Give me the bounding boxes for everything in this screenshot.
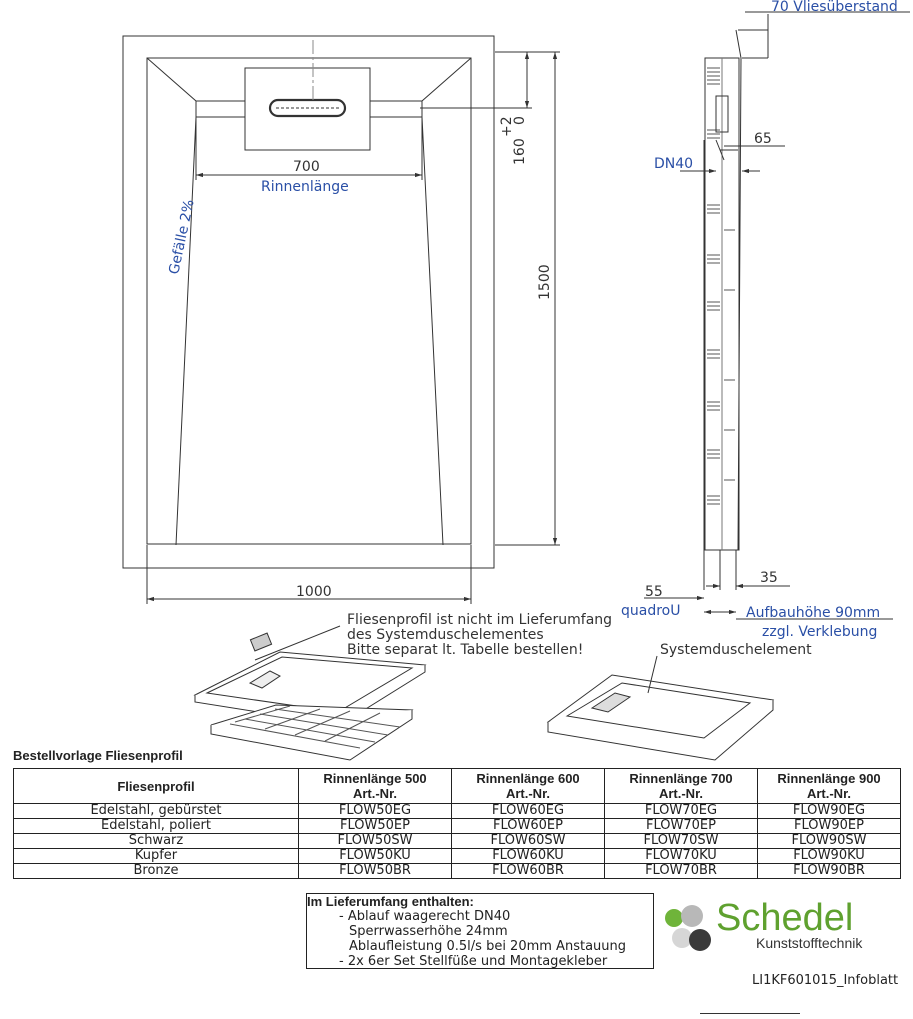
logo-sub: Kunststofftechnik [756,935,863,951]
art-nr: FLOW70KU [605,849,758,864]
art-nr: FLOW90KU [758,849,901,864]
col-900-l1: Rinnenlänge 900 [777,771,881,786]
col-700-l2: Art.-Nr. [658,786,704,801]
dim-65: 65 [754,131,772,147]
tol-160: 160 [512,138,528,165]
col-500-l2: Art.-Nr. [352,786,398,801]
art-nr: FLOW50SW [299,834,452,849]
table-row [14,834,901,849]
art-nr: FLOW50BR [299,864,452,879]
row-name: Bronze [14,864,299,879]
art-nr: FLOW90SW [758,834,901,849]
col-profile: Fliesenprofil [14,769,299,804]
row-name: Kupfer [14,849,299,864]
art-nr: FLOW70SW [605,834,758,849]
element-label: Systemduschelement [660,642,812,658]
note-line-1: Fliesenprofil ist nicht im Lieferumfang [347,612,613,628]
slope-label: Gefälle 2% [166,198,198,276]
table-row [14,804,901,819]
table-header-row [14,769,901,804]
col-700-l1: Rinnenlänge 700 [629,771,733,786]
note-line-2: des Systemduschelementes [347,627,544,643]
scope-line: - 2x 6er Set Stellfüße und Montagekleber [339,954,608,969]
art-nr: FLOW50KU [299,849,452,864]
dim-1000-label: 1000 [296,584,332,600]
art-nr: FLOW50EG [299,804,452,819]
note-line-3: Bitte separat lt. Tabelle bestellen! [347,642,584,658]
row-name: Edelstahl, poliert [14,819,299,834]
quadro-label: quadroU [621,603,681,619]
art-nr: FLOW60EG [452,804,605,819]
art-nr: FLOW60SW [452,834,605,849]
scope-box [306,893,654,969]
glue-label: zzgl. Verklebung [762,624,878,640]
table-row [14,864,901,879]
art-nr: FLOW90BR [758,864,901,879]
scope-title: Im Lieferumfang enthalten: [307,894,474,909]
art-nr: FLOW60KU [452,849,605,864]
art-nr: FLOW90EG [758,804,901,819]
table-row [14,819,901,834]
col-600 [452,769,605,804]
col-600-l2: Art.-Nr. [505,786,551,801]
gutter-length-label: Rinnenlänge [261,179,349,195]
col-700 [605,769,758,804]
art-nr: FLOW60BR [452,864,605,879]
col-600-l1: Rinnenlänge 600 [476,771,580,786]
order-title: Bestellvorlage Fliesenprofil [13,748,183,763]
height-label: Aufbauhöhe 90mm [746,605,881,621]
art-nr: FLOW70EP [605,819,758,834]
art-nr: FLOW70EG [605,804,758,819]
art-nr: FLOW90EP [758,819,901,834]
row-name: Schwarz [14,834,299,849]
iso-view-element [548,675,773,760]
art-nr: FLOW60EP [452,819,605,834]
scope-line: Sperrwasserhöhe 24mm [349,924,508,939]
dn40-label: DN40 [654,156,694,172]
col-900-l2: Art.-Nr. [806,786,852,801]
row-name: Edelstahl, gebürstet [14,804,299,819]
top-view-plan [123,36,494,568]
order-table [13,768,901,879]
dim-55: 55 [645,584,663,600]
logo-name: Schedel [716,897,854,939]
col-500-l1: Rinnenlänge 500 [323,771,427,786]
scope-line: Ablaufleistung 0.5l/s bei 20mm Anstauung [349,939,626,954]
art-nr: FLOW70BR [605,864,758,879]
dim-700-label: 700 [293,159,320,175]
col-900 [758,769,901,804]
document-ref: LI1KF601015_Infoblatt [752,973,899,988]
fleece-label: 70 Vliesüberstand [771,0,898,15]
logo-balls-icon [660,896,910,958]
col-500 [299,769,452,804]
dim-35: 35 [760,570,778,586]
dim-1500-label: 1500 [537,264,553,300]
side-dims [644,12,910,619]
art-nr: FLOW50EP [299,819,452,834]
table-row [14,849,901,864]
tol-0: 0 [512,116,528,125]
footer-rule [700,1013,800,1014]
tol-plus2: +2 [499,116,515,137]
scope-line: - Ablauf waagerecht DN40 [339,909,511,924]
schedel-logo [660,896,910,958]
side-view-section [704,30,741,590]
